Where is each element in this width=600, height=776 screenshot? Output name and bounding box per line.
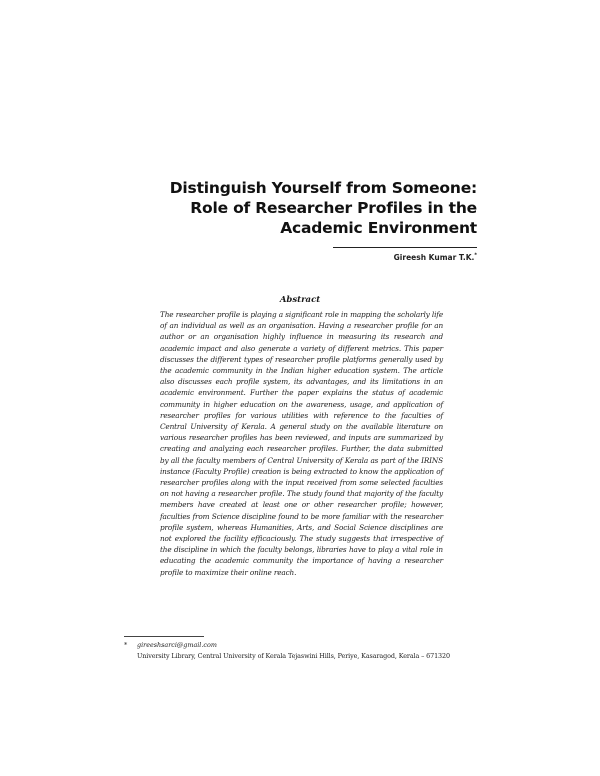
footnote	[124, 640, 484, 661]
author-line	[394, 253, 477, 263]
author-divider	[333, 247, 477, 248]
paper-title	[137, 178, 477, 238]
abstract-heading: Abstract	[279, 295, 321, 305]
author-affiliation: University Library, Central University of Kerala Tejaswini Hills, Periye, Kasaragod, Kerala – 671320	[137, 651, 450, 660]
footnote-divider	[124, 636, 204, 637]
title-line-2: Role of Researcher Profiles in the	[190, 199, 477, 217]
title-line-1: Distinguish Yourself from Someone:	[169, 179, 477, 197]
title-line-3: Academic Environment	[280, 219, 477, 237]
author-name: Gireesh Kumar T.K.	[393, 253, 475, 262]
footnote-email-row	[124, 640, 484, 651]
footnote-marker: *	[124, 641, 128, 649]
author-footnote-marker: *	[474, 252, 477, 259]
author-email: gireeshsarci@gmail.com	[137, 641, 217, 649]
abstract-body: The researcher profile is playing a significant role in mapping the scholarly life of an individual as well as an organisation. Having a researcher profile for an author or an organisation highly influence in measuring its research and academic impact and also generate a variety of different metrics. This paper discusses the different types of researcher profile platforms generally used by the academic community in the Indian higher education system. The article also discusses each profile system, its advantages, and its limitations in an academic environment. Further the paper explains the status of academic community in higher education on the awareness, usage, and application of researcher profiles for various utilities with reference to the faculties of Central University of Kerala. A general study on the available literature on various researcher profiles has been reviewed, and inputs are summarized by creating and analyzing each researcher profiles. Further, the data submitted by all the faculty members of Central University of Kerala as part of the IRINS instance (Faculty Profile) creation is being extracted to know the application of researcher profiles along with the input received from some selected faculties on not having a researcher profile. The study found that majority of the faculty members have created at least one or other researcher profile; however, faculties from Science discipline found to be more familiar with the researcher profile system, whereas Humanities, Arts, and Social Science disciplines are not explored the facility efficaciously. The study suggests that irrespective of the discipline in which the faculty belongs, libraries have to play a vital role in educating the academic community the importance of having a researcher profile to maximize their online reach.	[160, 310, 443, 577]
